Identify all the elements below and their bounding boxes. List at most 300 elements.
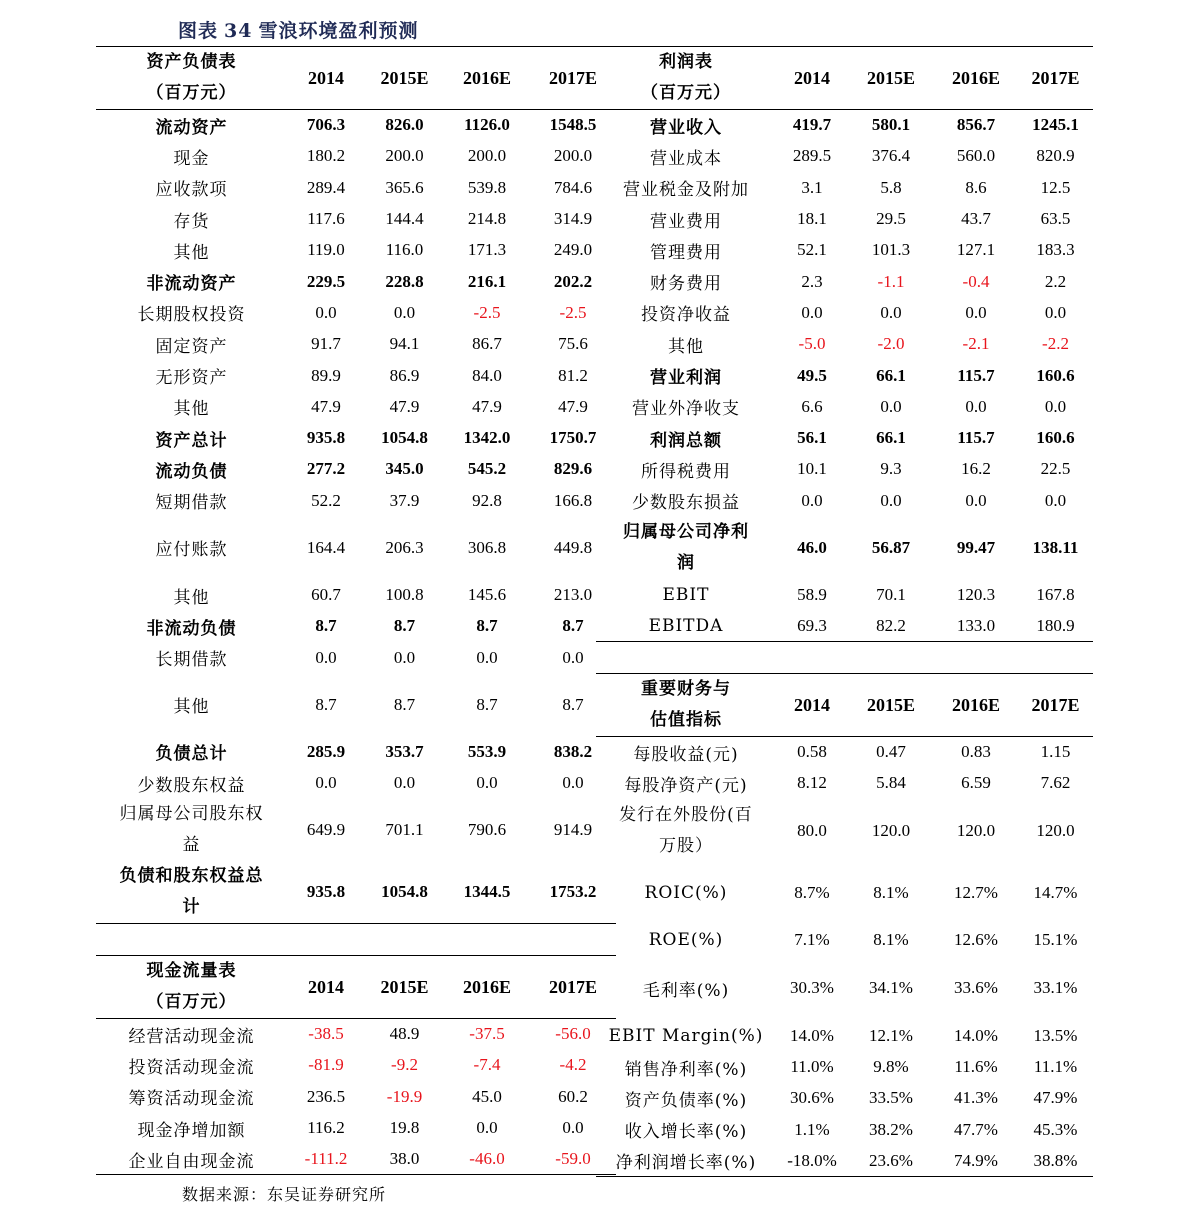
income-row [596,485,1093,516]
ratios-row [596,1114,1093,1145]
balance-cell-2017e: 166.8 [553,490,593,510]
income-cell-2017e: 160.6 [1036,428,1075,448]
balance-cell-2017e: 8.7 [562,694,584,714]
income-row-label: 营业费用 [650,211,722,232]
balance-cell-2016e: 553.9 [467,741,507,761]
balance-cell-2015e: 365.6 [385,177,424,197]
ratios-row-label: 发行在外股份(百万股） [619,804,753,856]
income-cell-2016e: 127.1 [956,240,996,260]
income-cell-2017e: 0.0 [1044,396,1067,416]
income-row [596,203,1093,234]
ratios-cell-2017e: 38.8% [1033,1150,1078,1170]
income-cell-2014: 52.1 [797,240,827,260]
ratios-row-label: ROE(%) [648,930,724,951]
balance-row-label: 现金 [173,148,210,169]
income-cell-2016e: 8.6 [965,177,987,197]
income-row-label: EBIT [662,585,710,605]
income-row-label: 归属母公司净利润 [623,521,749,573]
income-cell-2015e: 101.3 [871,240,911,260]
income-cell-2017e: 12.5 [1040,177,1071,197]
income-row-label: 营业成本 [650,148,722,169]
income-cell-2015e: 56.87 [871,537,911,557]
ratios-cell-2016e: 12.6% [954,930,998,950]
balance-row [96,485,616,516]
data-source-note: 数据来源：东吴证券研究所 [182,1185,387,1204]
balance-cell-2014: 0.0 [315,302,337,322]
income-year-2017e: 2017E [1031,67,1080,88]
cashflow-header-row [96,956,616,1019]
income-header-row [596,47,1093,110]
balance-row-label: 长期股权投资 [137,305,246,326]
balance-cell-2017e: 914.9 [553,819,593,839]
ratios-cell-2017e: 33.1% [1033,978,1078,998]
ratios-cell-2016e: 74.9% [954,1150,998,1170]
balance-row [96,203,616,234]
cashflow-cell-2014: -38.5 [308,1024,344,1044]
balance-cell-2014: 8.7 [315,694,337,714]
income-row [596,329,1093,360]
balance-cell-2015e: 8.7 [393,694,416,714]
balance-sheet-table [96,46,616,924]
income-statement-table [596,46,1093,642]
income-cell-2016e: 856.7 [956,115,996,135]
income-cell-2015e: 580.1 [871,115,911,135]
ratios-year-2014: 2014 [794,694,830,715]
cashflow-cell-2016e: -37.5 [469,1024,505,1044]
income-cell-2015e: -1.1 [877,271,905,291]
ratios-cell-2016e: 6.59 [961,773,991,793]
cashflow-table [96,955,616,1175]
ratios-row [596,799,1093,862]
balance-row-label: 负债总计 [155,744,228,765]
ratios-cell-2017e: 14.7% [1033,883,1078,903]
balance-cell-2015e: 1054.8 [381,428,428,448]
balance-cell-2017e: -2.5 [559,302,587,322]
ratios-cell-2017e: 47.9% [1033,1088,1078,1108]
cashflow-row [96,1112,616,1143]
income-cell-2016e: 99.47 [956,537,996,557]
ratios-row-label: 收入增长率(%) [624,1122,748,1143]
balance-row [96,611,616,642]
balance-cell-2017e: 1753.2 [549,882,597,902]
ratios-row-label: ROIC(%) [644,882,728,903]
ratios-cell-2014: -18.0% [787,1150,837,1170]
income-cell-2015e: -2.0 [877,334,905,354]
balance-cell-2016e: 47.9 [472,396,502,416]
income-cell-2017e: 0.0 [1044,490,1067,510]
balance-cell-2015e: 206.3 [385,537,424,557]
ratios-cell-2014: 0.58 [797,742,827,762]
ratios-cell-2015e: 34.1% [869,978,913,998]
ratios-row-label: 每股收益(元) [633,744,739,765]
balance-row-label: 资产总计 [155,430,228,451]
income-row-label: 营业收入 [650,117,722,138]
ratios-row [596,768,1093,799]
ratios-row [596,737,1093,768]
balance-row [96,110,616,141]
cashflow-cell-2017e: 60.2 [558,1086,588,1106]
balance-year-2016e: 2016E [462,67,511,88]
cashflow-header-line: （百万元） [146,992,237,1012]
ratios-row-label: 毛利率(%) [642,980,730,1001]
balance-row-label: 少数股东权益 [137,775,246,796]
income-cell-2016e: 560.0 [956,146,996,166]
income-cell-2015e: 9.3 [880,459,902,479]
ratios-cell-2014: 80.0 [797,820,827,840]
balance-cell-2016e: 8.7 [476,694,498,714]
balance-cell-2017e: 314.9 [553,209,593,229]
income-row [596,391,1093,422]
balance-cell-2017e: 784.6 [553,177,593,197]
income-cell-2017e: 2.2 [1044,271,1067,291]
income-cell-2017e: 0.0 [1044,302,1067,322]
balance-cell-2016e: 200.0 [467,146,507,166]
income-cell-2014: 2.3 [801,271,823,291]
ratios-cell-2017e: 120.0 [1036,820,1075,840]
ratios-cell-2017e: 7.62 [1040,773,1071,793]
ratios-cell-2017e: 13.5% [1033,1025,1078,1045]
cashflow-year-2016e: 2016E [462,976,511,997]
balance-header-row [96,47,616,110]
ratios-row [596,1051,1093,1082]
income-header-label [596,47,776,110]
cashflow-cell-2017e: -56.0 [555,1024,591,1044]
balance-cell-2016e: 306.8 [467,537,507,557]
income-cell-2017e: 160.6 [1036,365,1075,385]
ratios-cell-2015e: 120.0 [871,820,911,840]
balance-cell-2017e: 1750.7 [549,428,597,448]
income-cell-2014: 0.0 [801,302,823,322]
balance-cell-2016e: -2.5 [473,302,501,322]
balance-cell-2014: 47.9 [311,396,341,416]
cashflow-cell-2014: 116.2 [307,1118,345,1138]
balance-row-label: 应付账款 [155,540,228,561]
ratios-cell-2017e: 15.1% [1033,930,1078,950]
cashflow-row-label: 经营活动现金流 [128,1026,255,1047]
ratios-header-label [596,674,776,737]
balance-row [96,579,616,610]
balance-row [96,235,616,266]
ratios-cell-2017e: 11.1% [1033,1057,1078,1077]
income-cell-2014: 49.5 [797,365,827,385]
balance-cell-2015e: 228.8 [385,271,424,291]
balance-row [96,266,616,297]
ratios-row [596,1145,1093,1176]
ratios-cell-2014: 30.6% [790,1088,834,1108]
ratios-header-line: 估值指标 [650,710,722,730]
figure-number: 34 [224,20,253,42]
balance-cell-2014: 52.2 [311,490,341,510]
balance-row-label: 其他 [173,242,210,263]
balance-row-label: 应收款项 [155,180,228,201]
income-year-2015e: 2015E [866,67,915,88]
balance-cell-2014: 229.5 [306,271,346,291]
balance-row-label: 短期借款 [155,493,228,514]
balance-cell-2015e: 47.9 [389,396,420,416]
income-cell-2014: -5.0 [798,334,826,354]
balance-cell-2014: 706.3 [306,115,346,135]
income-row-label: 营业税金及附加 [623,180,749,201]
income-cell-2017e: 63.5 [1040,209,1071,229]
ratios-row-label: 净利润增长率(%) [615,1153,757,1174]
cashflow-cell-2017e: -4.2 [559,1055,587,1075]
balance-row [96,736,616,767]
ratios-cell-2015e: 0.47 [876,742,906,762]
balance-cell-2016e: 790.6 [467,819,507,839]
income-cell-2014: 6.6 [801,396,823,416]
balance-cell-2015e: 826.0 [385,115,424,135]
cashflow-year-2015e: 2015E [380,976,429,997]
cashflow-cell-2017e: 0.0 [562,1118,584,1138]
income-row [596,297,1093,328]
balance-row-label: 非流动负债 [146,618,237,639]
ratios-row [596,924,1093,956]
ratios-row [596,956,1093,1020]
income-cell-2016e: 120.3 [956,585,996,604]
balance-row-label: 固定资产 [155,336,228,357]
income-cell-2015e: 70.1 [876,585,906,604]
ratios-cell-2015e: 8.1% [873,930,909,950]
balance-row-label: 流动负债 [155,461,228,482]
balance-cell-2014: 935.8 [306,882,346,902]
balance-cell-2016e: 216.1 [467,271,507,291]
balance-cell-2014: 89.9 [311,365,341,385]
cashflow-cell-2015e: 38.0 [389,1149,420,1169]
ratios-cell-2015e: 9.8% [873,1057,909,1077]
cashflow-row [96,1081,616,1112]
balance-cell-2017e: 81.2 [558,365,588,385]
income-cell-2015e: 29.5 [876,209,906,229]
ratios-year-2015e: 2015E [866,694,915,715]
ratios-cell-2016e: 47.7% [954,1119,998,1139]
balance-cell-2016e: 545.2 [467,459,507,479]
balance-row-label: 存货 [173,211,210,232]
balance-row [96,141,616,172]
income-cell-2016e: 16.2 [961,459,991,479]
income-cell-2014: 3.1 [801,177,823,197]
income-row-label: 财务费用 [650,274,722,295]
income-row [596,141,1093,172]
income-cell-2015e: 376.4 [871,146,911,166]
income-cell-2014: 69.3 [797,616,827,636]
cashflow-header-line: 现金流量表 [146,961,237,981]
ratios-cell-2014: 30.3% [790,978,834,998]
income-cell-2015e: 66.1 [876,365,906,385]
cashflow-row-label: 现金净增加额 [137,1120,246,1141]
income-row-label: 所得税费用 [641,461,731,482]
ratios-row-label: 销售净利率(%) [624,1059,748,1080]
income-cell-2015e: 82.2 [876,616,906,636]
balance-header-line: 资产负债表 [146,52,237,72]
balance-cell-2016e: 214.8 [467,209,507,229]
income-cell-2016e: 115.7 [957,365,995,385]
cashflow-cell-2015e: -9.2 [391,1055,418,1075]
balance-cell-2014: 60.7 [311,585,341,604]
balance-row-label: 流动资产 [155,117,228,138]
income-row [596,579,1093,610]
cashflow-year-2014: 2014 [308,976,344,997]
balance-cell-2015e: 8.7 [393,616,416,636]
ratios-cell-2015e: 8.1% [873,883,909,903]
income-cell-2017e: 820.9 [1036,146,1075,166]
balance-cell-2016e: 145.6 [467,585,507,604]
balance-row [96,642,616,673]
balance-cell-2016e: 86.7 [472,334,502,354]
balance-cell-2017e: 249.0 [553,240,593,260]
ratios-cell-2014: 11.0% [790,1057,834,1077]
balance-year-2014: 2014 [308,67,344,88]
balance-row-label: 负债和股东权益总计 [119,866,264,918]
ratios-header-line: 重要财务与 [641,679,731,699]
balance-row [96,861,616,924]
balance-row [96,360,616,391]
income-row-label: 少数股东损益 [632,493,740,514]
balance-cell-2015e: 144.4 [385,209,424,229]
income-cell-2016e: 0.0 [965,490,987,510]
balance-cell-2017e: 213.0 [553,585,593,604]
income-cell-2014: 10.1 [797,459,827,479]
income-cell-2017e: 183.3 [1036,240,1075,260]
balance-cell-2016e: 539.8 [467,177,507,197]
balance-cell-2015e: 94.1 [389,334,420,354]
balance-cell-2015e: 200.0 [385,146,424,166]
balance-cell-2017e: 202.2 [553,271,593,291]
balance-row-label: 非流动资产 [146,274,237,295]
cashflow-row-label: 投资活动现金流 [128,1057,255,1078]
balance-cell-2015e: 86.9 [389,365,420,385]
balance-cell-2017e: 838.2 [553,741,593,761]
balance-cell-2014: 0.0 [315,647,337,667]
income-cell-2016e: 43.7 [961,209,991,229]
income-cell-2016e: -2.1 [962,334,990,354]
ratios-row [596,1083,1093,1114]
balance-cell-2015e: 353.7 [385,741,424,761]
cashflow-cell-2016e: 45.0 [472,1086,502,1106]
balance-cell-2017e: 1548.5 [549,115,597,135]
ratios-cell-2016e: 12.7% [954,883,998,903]
income-cell-2017e: 1245.1 [1032,115,1079,135]
income-row-label: EBITDA [648,616,724,637]
balance-row-label: 其他 [173,587,210,608]
income-cell-2016e: -0.4 [962,271,990,291]
income-cell-2016e: 133.0 [956,616,996,636]
cashflow-cell-2016e: -46.0 [469,1149,505,1169]
balance-cell-2015e: 701.1 [385,819,424,839]
ratios-cell-2015e: 38.2% [869,1119,913,1139]
income-cell-2014: 0.0 [801,490,823,510]
cashflow-cell-2017e: -59.0 [555,1149,591,1169]
income-cell-2014: 56.1 [797,428,827,448]
balance-row [96,391,616,422]
cashflow-row [96,1019,616,1050]
income-row-label: 营业外净收支 [632,399,740,420]
income-cell-2015e: 5.8 [880,177,902,197]
income-cell-2015e: 66.1 [876,428,906,448]
balance-row-label: 无形资产 [155,368,228,389]
balance-cell-2016e: 0.0 [476,647,498,667]
ratios-header-row [596,674,1093,737]
income-row [596,266,1093,297]
income-cell-2016e: 0.0 [965,302,987,322]
balance-cell-2016e: 171.3 [467,240,507,260]
balance-row-label: 归属母公司股东权益 [119,803,264,855]
balance-cell-2014: 8.7 [315,616,337,636]
ratios-cell-2016e: 0.83 [961,742,991,762]
ratios-year-2017e: 2017E [1031,694,1080,715]
balance-row [96,673,616,736]
income-cell-2017e: 167.8 [1036,585,1075,604]
income-row [596,454,1093,485]
ratios-cell-2014: 14.0% [790,1025,834,1045]
balance-cell-2015e: 116.0 [385,240,424,260]
ratios-row-label: EBIT Margin(%) [608,1025,764,1046]
balance-year-2017e: 2017E [548,67,597,88]
income-row [596,611,1093,642]
balance-row-label: 其他 [173,697,210,718]
cashflow-cell-2016e: 0.0 [476,1118,498,1138]
balance-cell-2017e: 449.8 [553,537,593,557]
balance-cell-2016e: 84.0 [472,365,502,385]
balance-cell-2015e: 1054.8 [381,882,428,902]
cashflow-cell-2015e: -19.9 [386,1086,423,1106]
balance-cell-2015e: 345.0 [385,459,424,479]
income-row-label: 投资净收益 [641,305,731,326]
ratios-cell-2014: 1.1% [794,1119,830,1139]
valuation-ratios-table [596,673,1093,1177]
balance-row [96,297,616,328]
balance-cell-2015e: 0.0 [393,302,416,322]
ratios-cell-2016e: 120.0 [956,820,996,840]
balance-cell-2017e: 829.6 [553,459,593,479]
ratios-cell-2016e: 41.3% [954,1088,998,1108]
income-row [596,422,1093,453]
cashflow-year-2017e: 2017E [548,976,597,997]
balance-row [96,329,616,360]
income-cell-2017e: -2.2 [1042,334,1069,354]
balance-cell-2017e: 0.0 [562,773,584,793]
balance-row [96,799,616,861]
balance-cell-2016e: 1126.0 [464,115,510,135]
ratios-cell-2016e: 14.0% [954,1025,998,1045]
income-row [596,172,1093,203]
ratios-cell-2017e: 1.15 [1040,742,1071,762]
balance-cell-2014: 0.0 [315,773,337,793]
balance-cell-2014: 117.6 [307,209,345,229]
balance-cell-2014: 649.9 [306,819,346,839]
balance-cell-2014: 119.0 [307,240,345,260]
balance-cell-2016e: 1342.0 [463,428,511,448]
income-year-2016e: 2016E [951,67,1000,88]
income-cell-2016e: 0.0 [965,396,987,416]
income-cell-2017e: 138.11 [1032,537,1079,557]
balance-cell-2015e: 100.8 [385,585,424,604]
ratios-cell-2017e: 45.3% [1033,1119,1078,1139]
ratios-cell-2015e: 23.6% [869,1150,913,1170]
income-row [596,516,1093,579]
income-row-label: 利润总额 [650,430,722,451]
balance-cell-2017e: 200.0 [553,146,593,166]
ratios-row [596,1020,1093,1051]
income-row [596,110,1093,141]
balance-row [96,172,616,203]
ratios-row-label: 资产负债率(%) [624,1090,748,1111]
income-cell-2014: 289.5 [792,146,832,166]
income-row [596,235,1093,266]
balance-cell-2015e: 0.0 [393,773,416,793]
balance-cell-2016e: 0.0 [476,773,498,793]
ratios-cell-2016e: 33.6% [954,978,998,998]
balance-cell-2015e: 37.9 [389,490,420,510]
